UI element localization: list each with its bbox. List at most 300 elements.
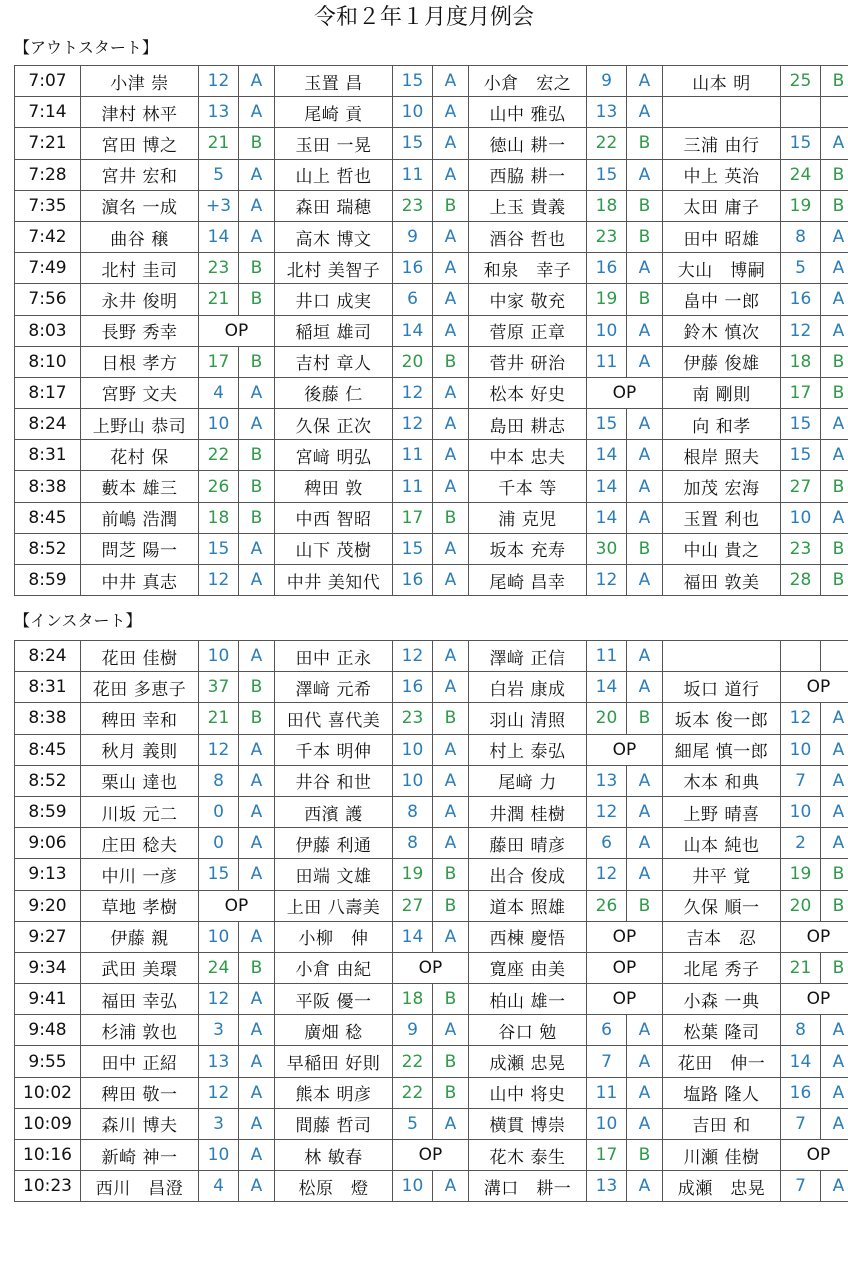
- handicap: 15: [393, 66, 433, 97]
- open-entry: OP: [393, 952, 469, 983]
- player-name: [663, 641, 781, 672]
- group-class: A: [821, 1046, 848, 1077]
- table-row: [15, 859, 848, 890]
- handicap: 12: [199, 734, 239, 765]
- group-class: A: [627, 828, 663, 859]
- handicap: 6: [587, 828, 627, 859]
- handicap: 20: [393, 346, 433, 377]
- handicap: 4: [199, 377, 239, 408]
- handicap: 15: [393, 533, 433, 564]
- tee-time: 7:28: [15, 159, 81, 190]
- tee-time: 9:20: [15, 890, 81, 921]
- tee-time: 7:42: [15, 221, 81, 252]
- handicap: 14: [781, 1046, 821, 1077]
- open-entry: OP: [199, 315, 275, 346]
- table-row: [15, 533, 848, 564]
- handicap: 16: [587, 253, 627, 284]
- player-name: 新崎 神一: [81, 1140, 199, 1171]
- group-class: B: [433, 859, 469, 890]
- handicap: 17: [781, 377, 821, 408]
- handicap: 12: [199, 984, 239, 1015]
- handicap: 6: [393, 284, 433, 315]
- group-class: A: [239, 984, 275, 1015]
- handicap: 13: [587, 765, 627, 796]
- group-class: A: [821, 1108, 848, 1139]
- handicap: 14: [587, 502, 627, 533]
- handicap: 10: [587, 315, 627, 346]
- handicap: 10: [199, 921, 239, 952]
- table-row: [15, 765, 848, 796]
- group-class: B: [627, 221, 663, 252]
- group-class: B: [821, 66, 848, 97]
- open-entry: OP: [587, 984, 663, 1015]
- handicap: 14: [393, 921, 433, 952]
- group-class: A: [627, 97, 663, 128]
- table-row: [15, 315, 848, 346]
- group-class: B: [821, 190, 848, 221]
- player-name: 千本 明伸: [275, 734, 393, 765]
- handicap: 8: [393, 828, 433, 859]
- handicap: 10: [781, 734, 821, 765]
- out-start-table: [14, 65, 848, 596]
- group-class: B: [433, 190, 469, 221]
- group-class: A: [239, 734, 275, 765]
- group-class: A: [433, 128, 469, 159]
- handicap: 23: [587, 221, 627, 252]
- handicap: 12: [587, 565, 627, 596]
- table-row: [15, 97, 848, 128]
- player-name: 山本 純也: [663, 828, 781, 859]
- player-name: 川瀬 佳樹: [663, 1140, 781, 1171]
- player-name: 永井 俊明: [81, 284, 199, 315]
- player-name: 吉田 和: [663, 1108, 781, 1139]
- group-class: A: [821, 253, 848, 284]
- player-name: 宮野 文夫: [81, 377, 199, 408]
- open-entry: OP: [781, 984, 848, 1015]
- player-name: 羽山 清照: [469, 703, 587, 734]
- group-class: A: [433, 66, 469, 97]
- handicap: 28: [781, 565, 821, 596]
- open-entry: OP: [781, 921, 848, 952]
- group-class: A: [433, 221, 469, 252]
- group-class: A: [821, 1077, 848, 1108]
- group-class: A: [821, 440, 848, 471]
- handicap: 10: [587, 1108, 627, 1139]
- player-name: 稗田 敬一: [81, 1077, 199, 1108]
- player-name: 長野 秀幸: [81, 315, 199, 346]
- tee-time: 8:52: [15, 765, 81, 796]
- group-class: A: [433, 97, 469, 128]
- player-name: 村上 泰弘: [469, 734, 587, 765]
- tee-time: 9:55: [15, 1046, 81, 1077]
- tee-time: 7:35: [15, 190, 81, 221]
- player-name: 千本 等: [469, 471, 587, 502]
- table-row: [15, 440, 848, 471]
- player-name: 小森 一典: [663, 984, 781, 1015]
- open-entry: OP: [587, 377, 663, 408]
- group-class: B: [627, 533, 663, 564]
- player-name: 鈴木 慎次: [663, 315, 781, 346]
- player-name: 上田 八壽美: [275, 890, 393, 921]
- group-class: B: [627, 128, 663, 159]
- open-entry: OP: [587, 921, 663, 952]
- group-class: A: [239, 1140, 275, 1171]
- handicap: 10: [393, 765, 433, 796]
- tee-time: 8:03: [15, 315, 81, 346]
- player-name: 久保 正次: [275, 409, 393, 440]
- table-row: [15, 128, 848, 159]
- handicap: 16: [781, 1077, 821, 1108]
- group-class: A: [627, 440, 663, 471]
- tee-time: 9:41: [15, 984, 81, 1015]
- player-name: 中井 美知代: [275, 565, 393, 596]
- table-row: [15, 703, 848, 734]
- group-class: A: [239, 828, 275, 859]
- player-name: 南 剛則: [663, 377, 781, 408]
- handicap: 2: [781, 828, 821, 859]
- group-class: B: [627, 284, 663, 315]
- player-name: 森川 博夫: [81, 1108, 199, 1139]
- group-class: A: [627, 159, 663, 190]
- handicap: 13: [587, 1171, 627, 1202]
- player-name: 坂本 充寿: [469, 533, 587, 564]
- group-class: A: [433, 765, 469, 796]
- player-name: 問芝 陽一: [81, 533, 199, 564]
- handicap: 20: [587, 703, 627, 734]
- handicap: 6: [587, 1015, 627, 1046]
- group-class: A: [433, 796, 469, 827]
- player-name: 中本 忠夫: [469, 440, 587, 471]
- handicap: 13: [587, 97, 627, 128]
- player-name: 和泉 幸子: [469, 253, 587, 284]
- player-name: 津村 林平: [81, 97, 199, 128]
- tee-time: 7:07: [15, 66, 81, 97]
- handicap: 12: [781, 315, 821, 346]
- group-class: B: [433, 502, 469, 533]
- group-class: B: [433, 346, 469, 377]
- handicap: 4: [199, 1171, 239, 1202]
- table-row: [15, 190, 848, 221]
- handicap: 10: [199, 1140, 239, 1171]
- player-name: 山下 茂樹: [275, 533, 393, 564]
- tee-time: 8:38: [15, 471, 81, 502]
- group-class: B: [239, 440, 275, 471]
- tee-time: 10:09: [15, 1108, 81, 1139]
- handicap: 18: [393, 984, 433, 1015]
- player-name: 川坂 元二: [81, 796, 199, 827]
- group-class: A: [821, 1015, 848, 1046]
- handicap: 14: [199, 221, 239, 252]
- player-name: 菅井 研治: [469, 346, 587, 377]
- player-name: 藪本 雄三: [81, 471, 199, 502]
- tee-time: 8:10: [15, 346, 81, 377]
- open-entry: OP: [587, 734, 663, 765]
- player-name: 花村 保: [81, 440, 199, 471]
- player-name: 山中 雅弘: [469, 97, 587, 128]
- tee-time: 9:48: [15, 1015, 81, 1046]
- player-name: 森田 瑞穂: [275, 190, 393, 221]
- handicap: 15: [199, 859, 239, 890]
- handicap: 8: [199, 765, 239, 796]
- player-name: 玉田 一晃: [275, 128, 393, 159]
- player-name: 小倉 由紀: [275, 952, 393, 983]
- tee-time: 7:14: [15, 97, 81, 128]
- handicap: 3: [199, 1108, 239, 1139]
- group-class: A: [433, 672, 469, 703]
- handicap: 11: [393, 440, 433, 471]
- handicap: 7: [781, 1108, 821, 1139]
- tee-time: 8:45: [15, 734, 81, 765]
- player-name: 花田 多恵子: [81, 672, 199, 703]
- player-name: 向 和孝: [663, 409, 781, 440]
- player-name: 澤﨑 元希: [275, 672, 393, 703]
- group-class: B: [239, 502, 275, 533]
- player-name: 伊藤 俊雄: [663, 346, 781, 377]
- handicap: 8: [781, 1015, 821, 1046]
- group-class: A: [239, 533, 275, 564]
- open-entry: OP: [781, 672, 848, 703]
- player-name: 大山 博嗣: [663, 253, 781, 284]
- player-name: 玉置 昌: [275, 66, 393, 97]
- handicap: 15: [781, 409, 821, 440]
- handicap: 10: [781, 796, 821, 827]
- player-name: 成瀬 忠晃: [469, 1046, 587, 1077]
- player-name: 山本 明: [663, 66, 781, 97]
- player-name: 中家 敬充: [469, 284, 587, 315]
- player-name: 杉浦 敦也: [81, 1015, 199, 1046]
- table-row: [15, 253, 848, 284]
- handicap: 15: [199, 533, 239, 564]
- handicap: 5: [781, 253, 821, 284]
- group-class: A: [627, 765, 663, 796]
- player-name: 成瀬 忠晃: [663, 1171, 781, 1202]
- player-name: 武田 美環: [81, 952, 199, 983]
- handicap: 15: [781, 440, 821, 471]
- handicap: 7: [781, 765, 821, 796]
- group-class: A: [239, 1171, 275, 1202]
- tee-time: 8:38: [15, 703, 81, 734]
- in-start-table: [14, 640, 848, 1202]
- player-name: 宮﨑 明弘: [275, 440, 393, 471]
- player-name: 山上 哲也: [275, 159, 393, 190]
- handicap: 7: [781, 1171, 821, 1202]
- handicap: 13: [199, 1046, 239, 1077]
- handicap: 19: [781, 190, 821, 221]
- player-name: 西川 昌澄: [81, 1171, 199, 1202]
- tee-time: 8:31: [15, 672, 81, 703]
- handicap: 8: [781, 221, 821, 252]
- player-name: 後藤 仁: [275, 377, 393, 408]
- group-class: B: [433, 1046, 469, 1077]
- handicap: 18: [199, 502, 239, 533]
- player-name: 草地 孝樹: [81, 890, 199, 921]
- group-class: B: [627, 703, 663, 734]
- group-class: B: [239, 952, 275, 983]
- player-name: 上野 晴喜: [663, 796, 781, 827]
- handicap: 30: [587, 533, 627, 564]
- group-class: A: [627, 1015, 663, 1046]
- player-name: 田中 正紹: [81, 1046, 199, 1077]
- handicap: 26: [587, 890, 627, 921]
- group-class: A: [821, 828, 848, 859]
- handicap: 12: [781, 703, 821, 734]
- group-class: B: [821, 890, 848, 921]
- tee-time: 9:06: [15, 828, 81, 859]
- tee-time: 8:24: [15, 641, 81, 672]
- table-row: [15, 409, 848, 440]
- handicap: 3: [199, 1015, 239, 1046]
- group-class: B: [821, 533, 848, 564]
- player-name: 小倉 宏之: [469, 66, 587, 97]
- group-class: B: [239, 128, 275, 159]
- table-row: [15, 1171, 848, 1202]
- group-class: A: [627, 502, 663, 533]
- group-class: A: [239, 796, 275, 827]
- handicap: 19: [393, 859, 433, 890]
- player-name: 酒谷 哲也: [469, 221, 587, 252]
- group-class: A: [627, 1171, 663, 1202]
- handicap: 17: [199, 346, 239, 377]
- group-class: A: [239, 97, 275, 128]
- group-class: A: [239, 1046, 275, 1077]
- player-name: 田代 喜代美: [275, 703, 393, 734]
- handicap: 12: [393, 377, 433, 408]
- player-name: 井潤 桂樹: [469, 796, 587, 827]
- handicap: 12: [199, 1077, 239, 1108]
- group-class: A: [627, 66, 663, 97]
- player-name: 坂口 道行: [663, 672, 781, 703]
- group-class: A: [239, 1015, 275, 1046]
- player-name: 北村 圭司: [81, 253, 199, 284]
- table-row: [15, 221, 848, 252]
- player-name: 西棟 慶悟: [469, 921, 587, 952]
- group-class: A: [239, 221, 275, 252]
- handicap: 25: [781, 66, 821, 97]
- group-class: A: [433, 734, 469, 765]
- player-name: 花木 泰生: [469, 1140, 587, 1171]
- group-class: A: [433, 409, 469, 440]
- player-name: 松本 好史: [469, 377, 587, 408]
- handicap: 21: [199, 703, 239, 734]
- group-class: B: [821, 159, 848, 190]
- handicap: 18: [587, 190, 627, 221]
- player-name: 日根 孝方: [81, 346, 199, 377]
- handicap: 14: [587, 440, 627, 471]
- group-class: B: [821, 952, 848, 983]
- player-name: 吉本 忍: [663, 921, 781, 952]
- handicap: 27: [393, 890, 433, 921]
- group-class: B: [433, 984, 469, 1015]
- group-class: A: [433, 440, 469, 471]
- group-class: A: [627, 346, 663, 377]
- handicap: 15: [781, 128, 821, 159]
- handicap: 27: [781, 471, 821, 502]
- group-class: A: [433, 377, 469, 408]
- player-name: 中上 英治: [663, 159, 781, 190]
- player-name: 西濱 護: [275, 796, 393, 827]
- player-name: 中川 一彦: [81, 859, 199, 890]
- player-name: 柏山 雄一: [469, 984, 587, 1015]
- group-class: A: [433, 1108, 469, 1139]
- handicap: 19: [781, 859, 821, 890]
- player-name: 小柳 伸: [275, 921, 393, 952]
- player-name: 細尾 慎一郎: [663, 734, 781, 765]
- handicap: +3: [199, 190, 239, 221]
- group-class: B: [821, 377, 848, 408]
- player-name: 平阪 優一: [275, 984, 393, 1015]
- player-name: 栗山 達也: [81, 765, 199, 796]
- player-name: 北村 美智子: [275, 253, 393, 284]
- handicap: 12: [587, 796, 627, 827]
- group-class: B: [239, 346, 275, 377]
- handicap: 12: [587, 859, 627, 890]
- handicap: 23: [199, 253, 239, 284]
- handicap: 8: [393, 796, 433, 827]
- group-class: B: [239, 703, 275, 734]
- handicap: 23: [393, 703, 433, 734]
- player-name: 島田 耕志: [469, 409, 587, 440]
- handicap: 16: [393, 565, 433, 596]
- table-row: [15, 796, 848, 827]
- player-name: 松葉 隆司: [663, 1015, 781, 1046]
- handicap: 12: [199, 565, 239, 596]
- player-name: 上玉 貴義: [469, 190, 587, 221]
- player-name: 伊藤 親: [81, 921, 199, 952]
- tee-time: 8:17: [15, 377, 81, 408]
- table-row: [15, 734, 848, 765]
- handicap: 21: [781, 952, 821, 983]
- group-class: A: [239, 159, 275, 190]
- table-row: [15, 284, 848, 315]
- table-row: [15, 1108, 848, 1139]
- group-class: [821, 641, 848, 672]
- handicap: 18: [781, 346, 821, 377]
- player-name: 田中 正永: [275, 641, 393, 672]
- tee-time: 8:31: [15, 440, 81, 471]
- group-class: A: [627, 253, 663, 284]
- handicap: 11: [587, 346, 627, 377]
- group-class: A: [239, 921, 275, 952]
- tee-time: 8:59: [15, 565, 81, 596]
- group-class: A: [627, 1108, 663, 1139]
- group-class: A: [239, 1077, 275, 1108]
- player-name: 尾﨑 力: [469, 765, 587, 796]
- open-entry: OP: [199, 890, 275, 921]
- handicap: 12: [199, 66, 239, 97]
- handicap: 11: [587, 641, 627, 672]
- table-row: [15, 502, 848, 533]
- handicap: 15: [393, 128, 433, 159]
- handicap: 10: [199, 641, 239, 672]
- handicap: 24: [781, 159, 821, 190]
- player-name: 寛座 由美: [469, 952, 587, 983]
- handicap: 16: [393, 253, 433, 284]
- player-name: 松原 燈: [275, 1171, 393, 1202]
- player-name: 澤﨑 正信: [469, 641, 587, 672]
- player-name: 三浦 由行: [663, 128, 781, 159]
- tee-time: 8:45: [15, 502, 81, 533]
- table-row: [15, 565, 848, 596]
- handicap: 15: [587, 159, 627, 190]
- table-row: [15, 346, 848, 377]
- group-class: B: [821, 471, 848, 502]
- handicap: 15: [587, 409, 627, 440]
- group-class: [821, 97, 848, 128]
- table-row: [15, 984, 848, 1015]
- group-class: A: [821, 796, 848, 827]
- tee-time: 7:56: [15, 284, 81, 315]
- group-class: A: [821, 502, 848, 533]
